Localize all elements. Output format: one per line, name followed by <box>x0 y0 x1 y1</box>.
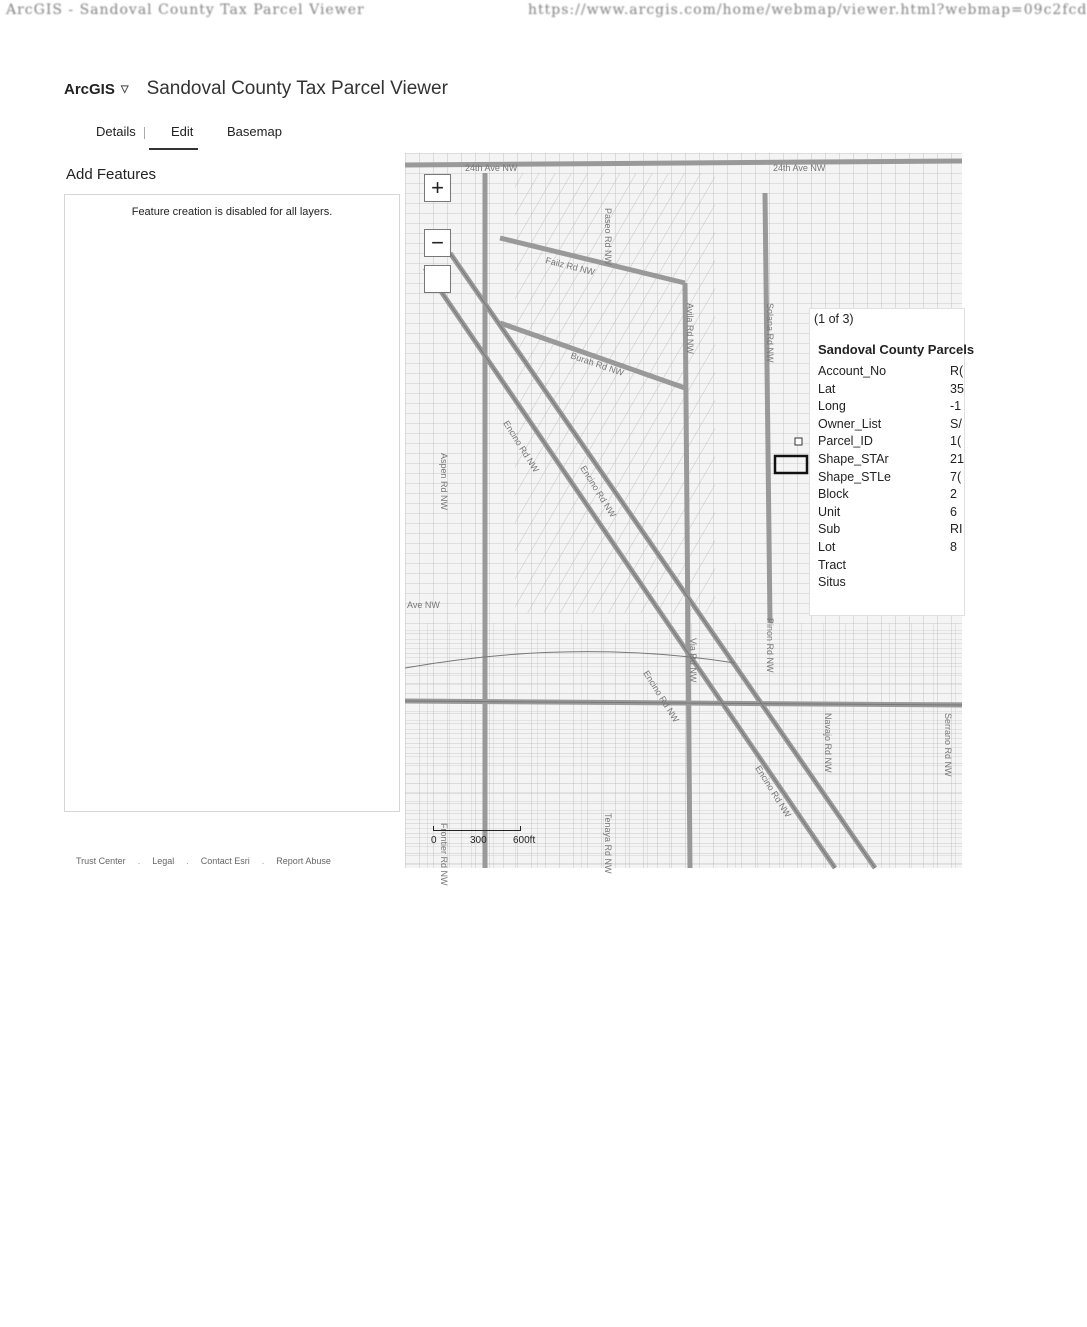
popup-field-name: Situs <box>818 575 846 590</box>
map-street-label: Paseo Rd NW <box>603 208 613 266</box>
popup-field-row <box>818 470 968 487</box>
popup-feature-count[interactable]: (1 of 3) <box>814 312 854 326</box>
footer-links <box>76 856 331 866</box>
add-features-heading: Add Features <box>66 166 157 183</box>
popup-field-name: Tract <box>818 557 847 572</box>
map-street-label: Navajo Rd NW <box>823 713 833 773</box>
popup-field-name: Unit <box>818 504 841 519</box>
map-street-label: Encino Rd NW <box>641 668 682 725</box>
popup-field-value: 7( <box>950 469 962 484</box>
popup-field-row <box>818 452 968 469</box>
map-street-label: Avila Rd NW <box>685 303 695 354</box>
map-street-label: Aspen Rd NW <box>439 453 449 511</box>
feature-disabled-message: Feature creation is disabled for all layers. <box>131 206 333 218</box>
map-street-label: Tenaya Rd NW <box>603 813 613 874</box>
popup-field-value: 8 <box>950 540 957 554</box>
map-street-label: Solana Rd NW <box>765 303 775 363</box>
feature-popup <box>809 308 975 616</box>
popup-field-row <box>818 487 968 504</box>
popup-field-row <box>818 382 968 399</box>
add-features-panel <box>64 194 400 812</box>
arcgis-menu-button[interactable] <box>64 81 129 98</box>
tab-details[interactable]: Details <box>96 124 136 139</box>
footer-link-contact-esri[interactable]: Contact Esri <box>200 856 250 866</box>
scale-label: 300 <box>470 835 487 846</box>
zoom-in-button[interactable]: + <box>424 174 451 202</box>
popup-field-name: Shape_STAr <box>818 452 889 466</box>
tab-divider <box>144 127 145 139</box>
popup-field-row <box>818 575 968 592</box>
popup-field-row <box>818 540 968 557</box>
chevron-down-icon: ▽ <box>120 83 129 95</box>
popup-title: Sandoval County Parcels <box>818 342 975 357</box>
popup-field-name: Shape_STLe <box>818 469 891 484</box>
print-header-left: ArcGIS - Sandoval County Tax Parcel Viewer <box>6 2 365 18</box>
popup-field-row <box>818 417 968 434</box>
map-street-label: Serrano Rd NW <box>943 713 953 777</box>
print-header-right: https://www.arcgis.com/home/webmap/viewer.html?webmap=09c2fcd <box>528 2 1087 18</box>
map-street-label: Encino Rd NW <box>578 463 619 520</box>
tab-basemap[interactable]: Basemap <box>227 124 282 139</box>
tab-edit[interactable]: Edit <box>171 124 194 139</box>
scale-label: 600ft <box>513 835 536 846</box>
popup-field-name: Account_No <box>818 364 887 378</box>
footer-separator: . <box>186 856 189 866</box>
popup-field-value: 1( <box>950 434 962 449</box>
scale-label: 0 <box>431 835 437 846</box>
footer-separator: . <box>137 856 141 866</box>
popup-field-row <box>818 434 968 451</box>
popup-field-row <box>818 505 968 522</box>
popup-field-value: 35 <box>950 381 964 396</box>
map-street-label: 24th Ave NW <box>465 163 518 173</box>
popup-field-value: S/ <box>950 416 962 431</box>
scale-bar-graphic <box>433 826 521 831</box>
map-street-label: Encino Rd NW <box>753 763 794 820</box>
footer-link-legal[interactable]: Legal <box>152 856 175 866</box>
popup-field-name: Owner_List <box>818 416 882 431</box>
home-extent-button[interactable] <box>424 265 451 293</box>
popup-field-name: Sub <box>818 522 841 537</box>
popup-field-name: Block <box>818 487 849 502</box>
popup-field-row <box>818 364 968 381</box>
popup-field-value: 21 <box>950 452 964 466</box>
map-street-label: Encino Rd NW <box>501 418 542 475</box>
popup-field-value: -1 <box>950 399 962 414</box>
map-street-label: Ave NW <box>407 600 440 610</box>
app-header <box>64 74 448 104</box>
popup-field-row <box>818 522 968 539</box>
map-street-label: Burah Rd NW <box>569 350 626 378</box>
popup-field-value: 2 <box>950 487 957 502</box>
map-street-label: Failz Rd NW <box>544 255 596 278</box>
popup-field-value: 6 <box>950 504 957 519</box>
map-street-label: Pinon Rd NW <box>765 618 775 673</box>
footer-link-trust-center[interactable]: Trust Center <box>76 856 126 866</box>
popup-field-value: RI <box>950 522 963 537</box>
popup-field-name: Long <box>818 399 846 414</box>
footer-separator: . <box>261 856 265 866</box>
zoom-out-button[interactable]: − <box>424 229 451 257</box>
map-street-label: 24th Ave NW <box>773 163 826 173</box>
popup-field-value: R( <box>950 364 964 378</box>
popup-field-name: Parcel_ID <box>818 434 873 449</box>
popup-field-name: Lat <box>818 381 836 396</box>
map-street-label: Frontier Rd NW <box>439 823 449 886</box>
page-title: Sandoval County Tax Parcel Viewer <box>146 78 448 99</box>
popup-field-name: Lot <box>818 540 836 554</box>
popup-field-row <box>818 558 968 575</box>
footer-link-report-abuse[interactable]: Report Abuse <box>276 856 331 866</box>
brand-label: ArcGIS <box>64 80 115 98</box>
popup-field-row <box>818 399 968 416</box>
map-street-label: Via Rd NW <box>688 638 698 683</box>
